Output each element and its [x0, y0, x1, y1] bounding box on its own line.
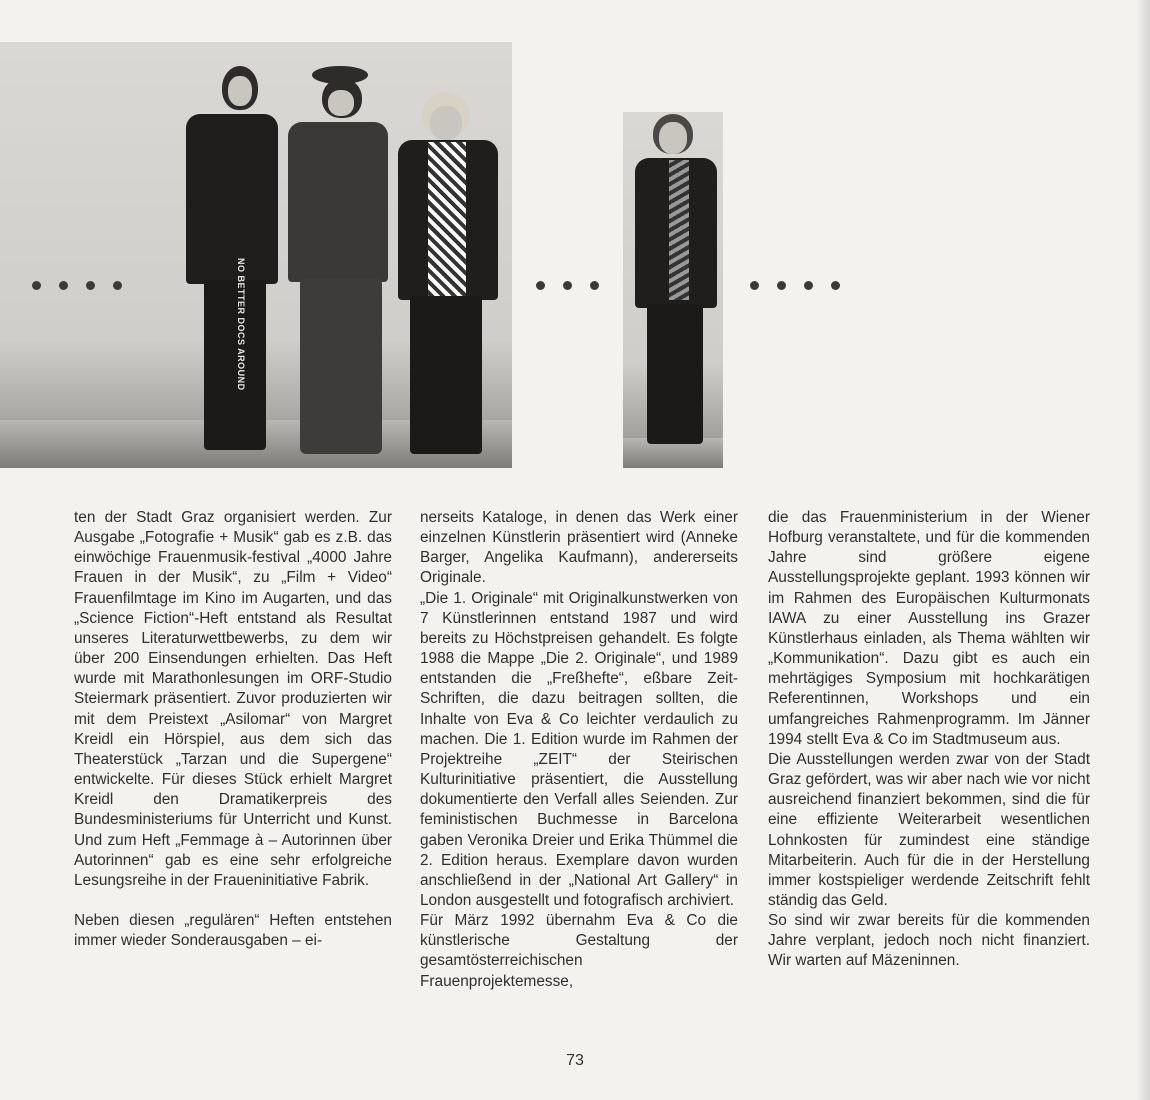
decorative-dots — [750, 281, 858, 290]
page-edge-shadow — [1136, 0, 1150, 1100]
leg-print-text: NO BETTER DOCS AROUND — [236, 258, 246, 391]
paragraph: Die Ausstellungen werden zwar von der Stadt Graz gefördert, was wir aber nach wie vor nicht ausreichend finanziert bekommen, sind die für eine effiziente Weiterarbeit wesentlichen Lohnkosten für zumindest eine ständige Mitarbeiterin. Auch für die in der Herstellung immer kostspieliger werdende Zeitschrift fehlt ständig das Geld. — [768, 750, 1090, 909]
text-column-1 — [74, 508, 392, 951]
paragraph: „Die 1. Originale“ mit Originalkunstwerken von 7 Künstlerinnen entstand 1987 und wird bereits zu Höchstpreisen gehandelt. Es folgte 1988 die Mappe „Die 2. Originale“, und 1989 entstanden die „Freßhefte“, eßbare Zeit-Schriften, die dazu beitragen sollten, die Inhalte von Eva & Co leichter verdaulich zu machen. Die 1. Edition wurde im Rahmen der Projektreihe „ZEIT“ der Steirischen Kulturinitiative präsentiert, die Ausstellung dokumentierte den Verfall alles Seienden. Zur feministischen Buchmesse in Barcelona gaben Veronika Dreier und Erika Thümmel die 2. Edition heraus. Exemplare davon wurden anschließend in der „National Art Gallery“ in London ausgestellt und fotografisch archiviert. — [420, 589, 738, 909]
page-number: 73 — [566, 1052, 584, 1069]
paragraph: So sind wir zwar bereits für die kommenden Jahre verplant, jedoch noch nicht finanziert. Wir warten auf Mäzeninnen. — [768, 912, 1090, 970]
group-photo — [0, 42, 512, 468]
paragraph: ten der Stadt Graz organisiert werden. Zur Ausgabe „Fotografie + Musik“ gab es z.B. das einwöchige Frauenmusik-festival „4000 Jahre Frauen in der Musik“, zu „Film + Video“ Frauenfilmtage im Kino im Augarten, und das „Science Fiction“-Heft entstand als Resultat unseres Literaturwettbewerbs, zu dem wir über 200 Einsendungen erhielten. Das Heft wurde mit Marathonlesungen im ORF-Studio Steiermark präsentiert. Zuvor produzierten wir mit dem Preistext „Asilomar“ von Margret Kreidl ein Hörspiel, aus dem sich das Theaterstück „Tarzan und die Supergene“ entwickelte. Für dieses Stück erhielt Margret Kreidl den Dramatikerpreis des Bundesministeriums für Unterricht und Kunst. Und zum Heft „Femmage à – Autorinnen über Autorinnen“ gab es eine sehr erfolgreiche Lesungsreihe in der Fraueninitiative Fabrik. — [74, 509, 392, 889]
text-column-2 — [420, 508, 738, 992]
paragraph: die das Frauenministerium in der Wiener Hofburg veranstaltete, und für die kommenden Jahre sind größere eigene Ausstellungsprojekte geplant. 1993 können wir im Rahmen des Europäischen Kulturmonats IAWA zu einer Ausstellung ins Grazer Künstlerhaus einladen, als Thema wählten wir „Kommunikation“. Dazu gibt es auch ein mehrtägiges Symposium mit hochkarätigen Referentinnen, Workshops und ein umfangreiches Rahmenprogramm. Im Jänner 1994 stellt Eva & Co im Stadtmuseum aus. — [768, 509, 1090, 748]
single-photo — [623, 112, 723, 468]
paragraph: nerseits Kataloge, in denen das Werk einer einzelnen Künstlerin präsentiert wird (Anneke Barger, Angelika Kaufmann), andererseits Originale. — [420, 509, 738, 587]
paragraph: Für März 1992 übernahm Eva & Co die künstlerische Gestaltung der gesamtösterreichischen Frauenprojektemesse, — [420, 912, 738, 990]
paragraph: Neben diesen „regulären“ Heften entstehen immer wieder Sonderausgaben – ei- — [74, 911, 392, 950]
decorative-dots — [32, 281, 140, 290]
decorative-dots — [536, 281, 617, 290]
text-column-3 — [768, 508, 1090, 972]
